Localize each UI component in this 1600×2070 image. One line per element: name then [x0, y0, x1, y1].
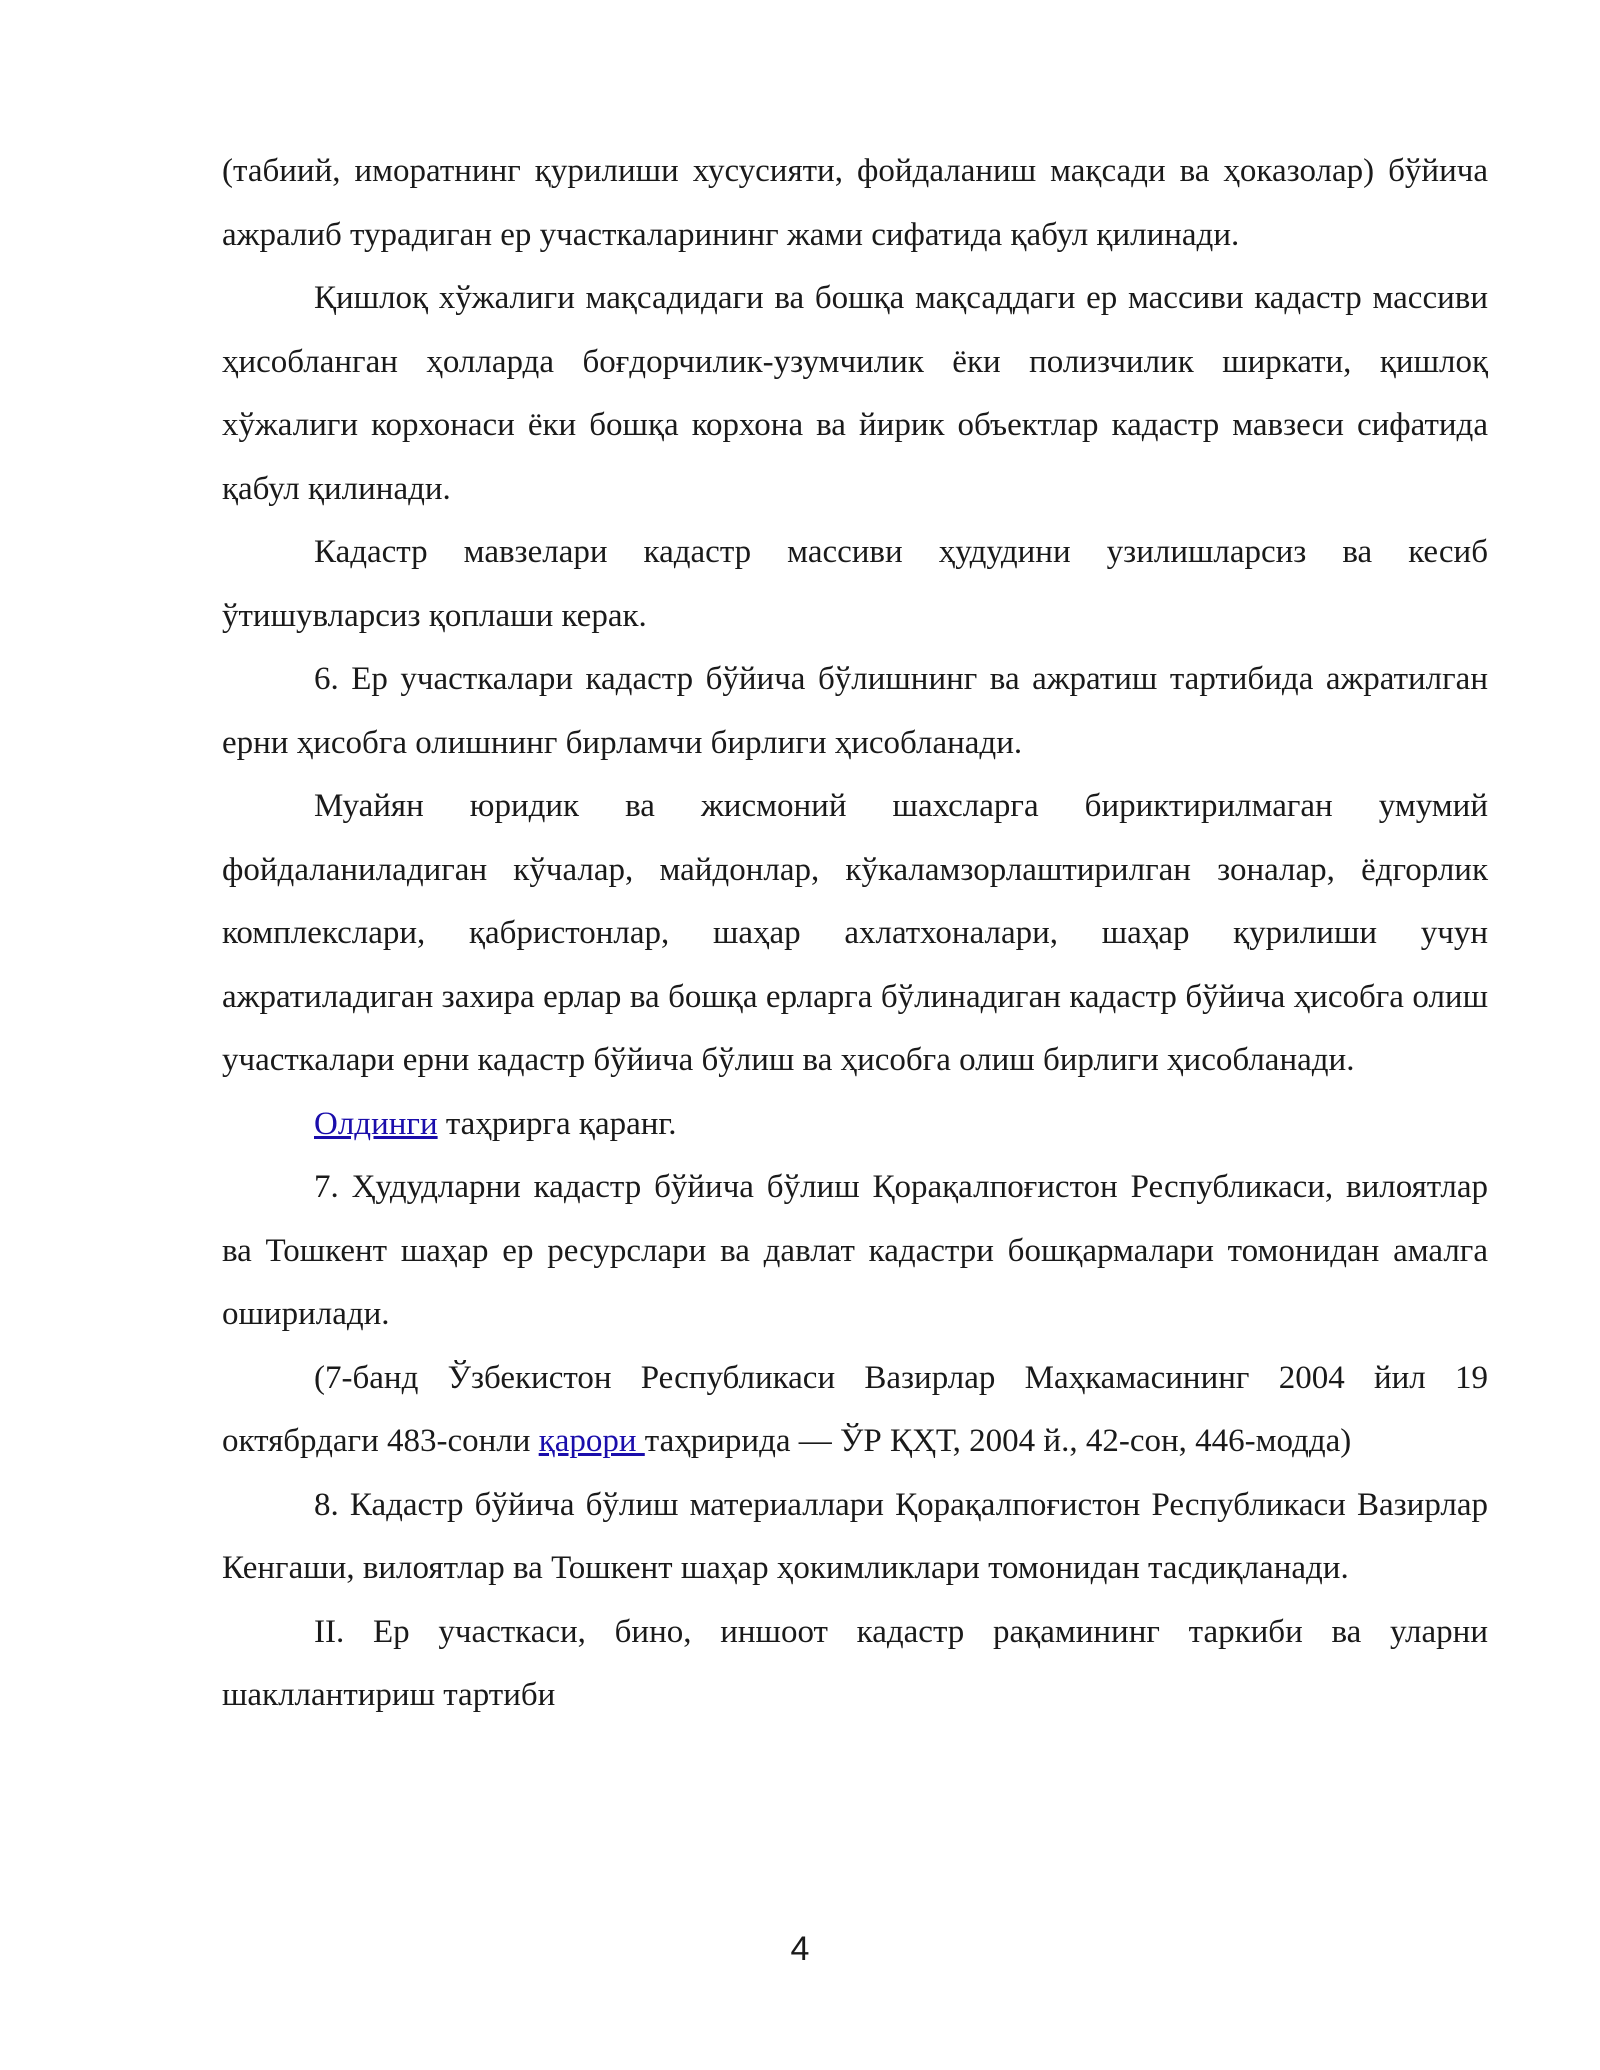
paragraph-item-7: 7. Ҳудудларни кадастр бўйича бўлиш Қорақалпоғистон Республикаси, вилоятлар ва Тошкент шаҳар ер ресурслари ва давлат кадастри бошқармалари томонидан амалга оширилади.	[222, 1169, 1488, 1332]
document-body	[222, 140, 1488, 1728]
paragraph-item-6: 6. Ер участкалари кадастр бўйича бўлишнинг ва ажратиш тартибида ажратилган ерни ҳисобга олишнинг бирламчи бирлиги ҳисобланади.	[222, 661, 1488, 761]
section-heading-ii: II. Ер участкаси, бино, иншоот кадастр рақамининг таркиби ва уларни шакллантириш тартиби	[222, 1613, 1488, 1713]
previous-edition-text: таҳрирга қаранг.	[437, 1105, 677, 1142]
paragraph-item-8: 8. Кадастр бўйича бўлиш материаллари Қорақалпоғистон Республикаси Вазирлар Кенгаши, вилоятлар ва Тошкент шаҳар ҳокимликлари томонидан тасдиқланади.	[222, 1486, 1488, 1586]
previous-edition-link[interactable]: Олдинги	[314, 1105, 438, 1142]
paragraph-previous-edition	[222, 1093, 1488, 1157]
paragraph-continuation: (табиий, иморатнинг қурилиши хусусияти, фойдаланиш мақсади ва ҳоказолар) бўйича ажралиб турадиган ер участкаларининг жами сифатида қабул қилинади.	[222, 153, 1488, 253]
paragraph-quarter-coverage: Кадастр мавзелари кадастр массиви ҳудудини узилишларсиз ва кесиб ўтишувларсиз қоплаши керак.	[222, 534, 1488, 634]
page-number: 4	[790, 1930, 810, 1968]
edition-note-after: таҳририда — ЎР ҚҲТ, 2004 й., 42-сон, 446-модда)	[644, 1423, 1352, 1459]
edition-note-before: (7-банд Ўзбекистон Республикаси Вазирлар Маҳкамасининг 2004 йил 19 октябрдаги 483-сонли	[222, 1359, 1488, 1459]
resolution-link[interactable]: қарори	[538, 1423, 645, 1459]
paragraph-cadastre-quarter: Қишлоқ хўжалиги мақсадидаги ва бошқа мақсаддаги ер массиви кадастр массиви ҳисобланган ҳолларда боғдорчилик-узумчилик ёки полизчилик ширкати, қишлоқ хўжалиги корхонаси ёки бошқа корхона ва йирик объектлар кадастр мавзеси сифатида қабул қилинади.	[222, 280, 1488, 507]
paragraph-accounting-plots: Муайян юридик ва жисмоний шахсларга бириктирилмаган умумий фойдаланиладиган кўчалар, майдонлар, кўкаламзорлаштирилган зоналар, ёдгорлик комплекслари, қабристонлар, шаҳар ахлатхоналари, шаҳар қурилиши учун ажратиладиган захира ерлар ва бошқа ерларга бўлинадиган кадастр бўйича ҳисобга олиш участкалари ерни кадастр бўйича бўлиш ва ҳисобга олиш бирлиги ҳисобланади.	[222, 788, 1488, 1078]
paragraph-edition-note	[222, 1347, 1488, 1474]
